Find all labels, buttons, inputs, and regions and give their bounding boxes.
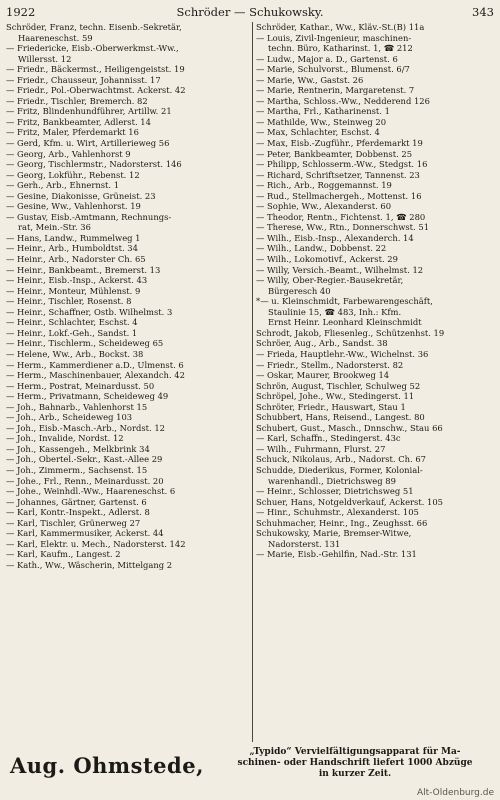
header-year: 1922 xyxy=(6,5,36,19)
directory-entry: — Joh., Eisb.-Masch.-Arb., Nordst. 12 xyxy=(6,422,165,433)
directory-entry: — Heinr., Schlachter, Eschst. 4 xyxy=(6,317,138,328)
directory-entry: — Karl, Tischler, Grünerweg 27 xyxy=(6,517,141,528)
directory-entry: — Friedr., Chausseur, Johannisst. 17 xyxy=(6,74,161,85)
directory-entry: — Heinr., Schlosser, Dietrichsweg 51 xyxy=(256,486,414,497)
directory-entry: — Kath., Ww., Wäscherin, Mittelgang 2 xyxy=(6,559,173,570)
directory-entry: — Rud., Stellmachergeh., Mottenst. 16 xyxy=(256,190,422,201)
directory-entry: — Karl, Schaffn., Stedingerst. 43c xyxy=(256,433,401,444)
watermark: Alt-Oldenburg.de xyxy=(416,788,494,798)
advertisement xyxy=(6,745,494,789)
left-column xyxy=(6,22,252,742)
header-running-title: Schröder — Schukowsky. xyxy=(176,5,324,19)
directory-entry: Schubbert, Hans, Reisend., Langest. 80 xyxy=(256,412,425,423)
directory-entry: — Johannes, Gärtner, Gartenst. 6 xyxy=(6,496,147,507)
directory-entry: — Heinr., Tischler, Rosenst. 8 xyxy=(6,296,132,307)
directory-entry: Haareneschst. 59 xyxy=(18,32,93,43)
directory-entry: — Herm., Privatmann, Scheideweg 49 xyxy=(6,391,169,402)
directory-entry: — Max, Schlachter, Eschst. 4 xyxy=(256,127,380,138)
directory-entry: — Ludw., Major a. D., Gartenst. 6 xyxy=(256,53,398,64)
directory-entry: — Therese, Ww., Rtn., Donnerschwst. 51 xyxy=(256,222,430,233)
ad-text-line: „Typido“ Vervielfältigungsapparat für Ma- xyxy=(249,747,461,757)
directory-entry: — Fritz, Bankbeamter, Adlerst. 14 xyxy=(6,116,151,127)
directory-entry: — Georg, Lokführ., Rebenst. 12 xyxy=(6,169,140,180)
directory-entry: — Heinr., Schaffner, Ostb. Wilhelmst. 3 xyxy=(6,306,173,317)
directory-entry: — Johe., Frl., Renn., Meinardusst. 20 xyxy=(6,475,164,486)
directory-entry: — Marie, Ww., Gastst. 26 xyxy=(256,74,364,85)
directory-entry: — Joh., Obertel.-Sekr., Kast.-Allee 29 xyxy=(6,454,163,465)
directory-entry: — Herm., Kammerdiener a.D., Ulmenst. 6 xyxy=(6,359,184,370)
directory-entry: techn. Büro, Katharinst. 1, ☎ 212 xyxy=(268,43,413,54)
directory-entry: Schröpel, Johe., Ww., Stedingerst. 11 xyxy=(256,391,415,402)
directory-entry: Schröder, Kathar., Ww., Kläv.-St.(B) 11a xyxy=(256,22,425,32)
directory-entry: — Joh., Invalide, Nordst. 12 xyxy=(6,433,124,444)
directory-entry: — Georg, Tischlermstr., Nadorsterst. 146 xyxy=(6,159,182,170)
directory-entry: — Oskar, Maurer, Brookweg 14 xyxy=(256,370,390,381)
directory-entry: — Gesine, Diakonisse, Grüneist. 23 xyxy=(6,190,156,201)
directory-entry: — Joh., Bahnarb., Vahlenhorst 15 xyxy=(6,401,148,412)
directory-entry: Schröer, Aug., Arb., Sandst. 38 xyxy=(256,338,388,349)
directory-entry: — Willy, Ober-Regier.-Bausekretär, xyxy=(256,275,404,286)
directory-entry: Schudde, Diederikus, Former, Kolonial- xyxy=(256,464,423,475)
directory-entry: — Karl, Kontr.-Inspekt., Adlerst. 8 xyxy=(6,507,150,518)
directory-entry: — Fritz, Maler, Pferdemarkt 16 xyxy=(6,127,139,138)
directory-entry: — Hinr., Schuhmstr., Alexanderst. 105 xyxy=(256,507,419,518)
directory-entry: — Friedericke, Eisb.-Oberwerkmst.-Ww., xyxy=(6,43,179,54)
page-header xyxy=(6,3,494,21)
directory-entry: — Herm., Maschinenbauer, Alexandch. 42 xyxy=(6,370,185,381)
directory-entry: — Peter, Bankbeamter, Dobbenst. 25 xyxy=(256,148,413,159)
directory-entry: — Friedr., Tischler, Bremerch. 82 xyxy=(6,95,148,106)
directory-entry: Schuhmacher, Heinr., Ing., Zeughsst. 66 xyxy=(256,517,428,528)
directory-entry: — Wilh., Lokomotivf., Ackerst. 29 xyxy=(256,254,398,265)
directory-entry: Schukowsky, Marie, Bremser-Witwe, xyxy=(256,528,412,539)
directory-entry: — Max, Eisb.-Zugführ., Pferdemarkt 19 xyxy=(256,138,423,149)
directory-entry: Schubert, Gust., Masch., Dnnschw., Stau 66 xyxy=(256,422,443,433)
directory-entry: — Karl, Kammermusiker, Ackerst. 44 xyxy=(6,528,164,539)
directory-entry: — Karl, Elektr. u. Mech., Nadorsterst. 142 xyxy=(6,538,186,549)
directory-entry: — Gustav, Eisb.-Amtmann, Rechnungs- xyxy=(6,211,172,222)
directory-entry: Schröder, Franz, techn. Eisenb.-Sekretär, xyxy=(6,22,182,32)
directory-entry: — Louis, Zivil-Ingenieur, maschinen- xyxy=(256,32,412,43)
right-column xyxy=(252,22,498,742)
directory-entry: — Herm., Postrat, Meinardusst. 50 xyxy=(6,380,155,391)
directory-entry: — Heinr., Tischlerm., Scheideweg 65 xyxy=(6,338,164,349)
directory-entry: Schrodt, Jakob, Fliesenleg., Schützenhst. 19 xyxy=(256,327,445,338)
directory-entry: — Heinr., Eisb.-Insp., Ackerst. 43 xyxy=(6,275,148,286)
header-page-number: 343 xyxy=(472,5,494,19)
directory-entry: — Philipp, Schlosserm.-Ww., Stedgst. 16 xyxy=(256,159,428,170)
directory-entry: — Fritz, Blindenhundführer, Artillw. 21 xyxy=(6,106,172,117)
directory-entry: — Heinr., Arb., Humboldtst. 34 xyxy=(6,243,138,254)
directory-entry: Nadorsterst. 131 xyxy=(268,538,341,549)
ad-text-line: schinen- oder Handschrift liefert 1000 Abzüge xyxy=(237,758,473,768)
directory-entry: — Willy, Versich.-Beamt., Wilhelmst. 12 xyxy=(256,264,424,275)
directory-entry: — Frieda, Hauptlehr.-Ww., Wichelnst. 36 xyxy=(256,348,429,359)
directory-entry: — Joh., Kassengeh., Melkbrink 34 xyxy=(6,443,150,454)
directory-entry: — Theodor, Rentn., Fichtenst. 1, ☎ 280 xyxy=(256,211,426,222)
directory-entry: Schuer, Hans, Notgeldverkauf, Ackerst. 105 xyxy=(256,496,444,507)
directory-entry: — Rich., Arb., Roggemannst. 19 xyxy=(256,180,392,191)
directory-entry: Schröter, Friedr., Hauswart, Stau 1 xyxy=(256,401,406,412)
ad-text xyxy=(216,747,494,780)
directory-entry: Schrön, August, Tischler, Schulweg 52 xyxy=(256,380,421,391)
directory-entry: — Heinr., Bankbeamt., Bremerst. 13 xyxy=(6,264,161,275)
directory-entry: — Joh., Arb., Scheideweg 103 xyxy=(6,412,133,423)
directory-entry: warenhandl., Dietrichsweg 89 xyxy=(268,475,396,486)
directory-entry: — Marie, Eisb.-Gehilfin, Nad.-Str. 131 xyxy=(256,549,417,560)
directory-entry: — Marie, Rentnerin, Margaretenst. 7 xyxy=(256,85,415,96)
directory-entry: — Heinr., Lokf.-Geh., Sandst. 1 xyxy=(6,327,138,338)
directory-entry: — Martha, Frl., Katharinenst. 1 xyxy=(256,106,390,117)
directory-entry: — Wilh., Eisb.-Insp., Alexanderch. 14 xyxy=(256,232,414,243)
directory-entry: — Johe., Weinhdl.-Ww., Haareneschst. 6 xyxy=(6,486,176,497)
directory-entry: Willersst. 12 xyxy=(18,53,72,64)
directory-entry: — Gerh., Arb., Ehnernst. 1 xyxy=(6,180,120,191)
directory-entry: Ernst Heinr. Leonhard Kleinschmidt xyxy=(268,317,422,328)
directory-entry: — Wilh., Fuhrmann, Flurst. 27 xyxy=(256,443,386,454)
directory-entry: — Martha, Schloss.-Ww., Nedderend 126 xyxy=(256,95,430,106)
directory-entry: — Friedr., Stellm., Nadorsterst. 82 xyxy=(256,359,404,370)
directory-entry: Staulinie 15, ☎ 483, Inh.: Kfm. xyxy=(268,306,402,317)
directory-entry: — Hans, Landw., Rummelweg 1 xyxy=(6,232,141,243)
directory-entry: — Gerd, Kfm. u. Wirt, Artillerieweg 56 xyxy=(6,138,170,149)
directory-entry: — Karl, Kaufm., Langest. 2 xyxy=(6,549,121,560)
directory-entry: — Richard, Schriftsetzer, Tannenst. 23 xyxy=(256,169,420,180)
directory-entry: — Wilh., Landw., Dobbenst. 22 xyxy=(256,243,387,254)
directory-entry: — Sophie, Ww., Alexanderst. 60 xyxy=(256,201,392,212)
directory-entry: — Heinr., Monteur, Mühlenst. 9 xyxy=(6,285,141,296)
directory-entry: rat, Mein.-Str. 36 xyxy=(18,222,91,233)
directory-entry: Bürgeresch 40 xyxy=(268,285,331,296)
directory-entry: — Marie, Schulvorst., Blumenst. 6/7 xyxy=(256,64,410,75)
ad-text-line: in kurzer Zeit. xyxy=(318,769,392,779)
directory-entry: — Helene, Ww., Arb., Bockst. 38 xyxy=(6,348,144,359)
directory-entry: — Friedr., Bäckermst., Heiligengeistst. 19 xyxy=(6,64,185,75)
directory-entry: — Heinr., Arb., Nadorster Ch. 65 xyxy=(6,254,146,265)
ad-brand: Aug. Ohmstede, xyxy=(10,753,204,778)
directory-entry: *— u. Kleinschmidt, Farbewarengeschäft, xyxy=(256,296,433,307)
directory-entry: — Georg, Arb., Vahlenhorst 9 xyxy=(6,148,131,159)
directory-entry: — Friedr., Pol.-Oberwachtmst. Ackerst. 42 xyxy=(6,85,186,96)
directory-entry: Schuck, Nikolaus, Arb., Nadorst. Ch. 67 xyxy=(256,454,427,465)
directory-entry: — Joh., Zimmerm., Sachsenst. 15 xyxy=(6,464,148,475)
directory-entry: — Mathilde, Ww., Steinweg 20 xyxy=(256,116,387,127)
directory-entry: — Gesine, Ww., Vahlenhorst. 19 xyxy=(6,201,141,212)
